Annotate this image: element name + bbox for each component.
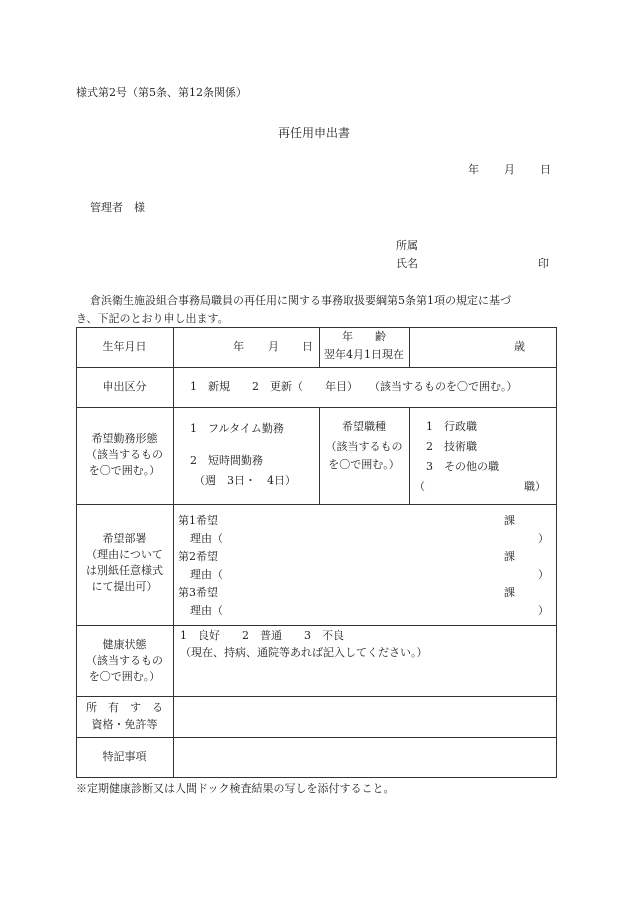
department-reason-3: 理由（	[190, 604, 223, 617]
department-reason-3-close: ）	[538, 604, 549, 617]
department-reason-1: 理由（	[190, 532, 223, 545]
qualifications-label-2: 資格・免許等	[91, 718, 158, 731]
department-reason-2-close: ）	[538, 568, 549, 581]
age-label: 年 齢	[342, 330, 386, 343]
affiliation-label: 所属	[396, 239, 418, 252]
date-day: 日	[540, 163, 551, 176]
birth-day: 日	[302, 340, 313, 353]
remarks-label: 特記事項	[102, 750, 147, 763]
job-type-admin: 1 行政職	[426, 420, 477, 433]
health-label: 健康状態	[102, 638, 147, 651]
birth-month: 月	[268, 340, 279, 353]
intro-line-2: き、下記のとおり申し出ます。	[76, 312, 229, 325]
seal-mark: 印	[538, 257, 549, 270]
work-option-shorttime: 2 短時間勤務	[190, 454, 263, 467]
department-choice-1: 第1希望	[178, 514, 218, 527]
work-option-fulltime: 1 フルタイム勤務	[190, 422, 284, 435]
work-option-days: （週 3日・ 4日）	[194, 474, 296, 487]
department-choice-3-unit: 課	[504, 586, 515, 599]
footnote: ※定期健康診断又は人間ドック検査結果の写しを添付すること。	[76, 782, 395, 795]
age-reference-date: 翌年4月1日現在	[324, 348, 404, 361]
addressee: 管理者 様	[90, 201, 145, 214]
form-title: 再任用申出書	[278, 126, 351, 140]
application-table	[76, 327, 557, 778]
health-note: （現在、持病、通院等あれば記入してください。）	[180, 646, 428, 659]
work-form-label: 希望勤務形態	[91, 432, 158, 445]
health-note-2: を〇で囲む。）	[88, 670, 161, 683]
job-type-other-open: （	[414, 480, 425, 493]
department-note-3: にて提出可）	[91, 580, 158, 593]
job-type-other: 3 その他の職	[426, 460, 499, 473]
department-choice-1-unit: 課	[504, 514, 515, 527]
department-choice-3: 第3希望	[178, 586, 218, 599]
department-choice-2-unit: 課	[504, 550, 515, 563]
date-year: 年	[468, 163, 479, 176]
application-type-options: 1 新規 2 更新（ 年目） （該当するものを〇で囲む。）	[190, 380, 518, 393]
age-unit: 歳	[514, 340, 525, 353]
department-note-1: （理由について	[86, 548, 163, 561]
birth-date-label: 生年月日	[102, 340, 147, 353]
date-month: 月	[504, 163, 515, 176]
qualifications-label-1: 所 有 す る	[86, 701, 163, 714]
form-style-label: 様式第2号（第5条、第12条関係）	[76, 86, 247, 99]
department-choice-2: 第2希望	[178, 550, 218, 563]
job-type-note-1: （該当するもの	[325, 440, 403, 453]
department-note-2: は別紙任意様式	[86, 564, 163, 577]
birth-year: 年	[233, 340, 244, 353]
job-type-tech: 2 技術職	[426, 440, 477, 453]
work-form-note-1: （該当するもの	[86, 448, 163, 461]
intro-line-1: 倉浜衛生施設組合事務局職員の再任用に関する事務取扱要綱第5条第1項の規定に基づ	[90, 294, 511, 307]
name-label: 氏名	[396, 257, 418, 270]
job-type-label: 希望職種	[342, 420, 386, 433]
work-form-note-2: を〇で囲む。）	[88, 464, 161, 477]
department-reason-2: 理由（	[190, 568, 223, 581]
health-options: 1 良好 2 普通 3 不良	[180, 629, 344, 642]
department-label: 希望部署	[102, 532, 147, 545]
application-type-label: 申出区分	[102, 380, 147, 393]
department-reason-1-close: ）	[538, 532, 549, 545]
job-type-other-close: 職）	[524, 480, 546, 493]
job-type-note-2: を〇で囲む。）	[328, 458, 400, 471]
health-note-1: （該当するもの	[86, 654, 163, 667]
